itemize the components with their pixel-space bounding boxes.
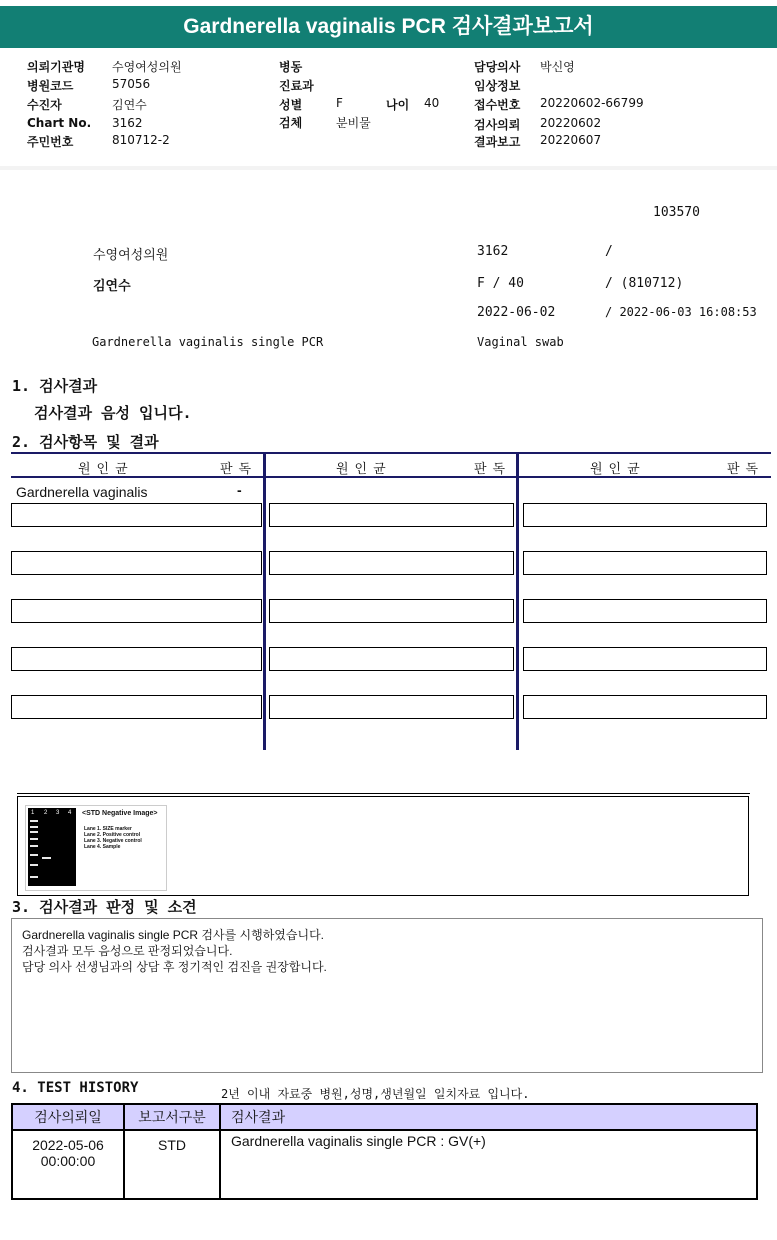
- comment-box: [11, 918, 763, 1073]
- marker-band: [30, 854, 38, 856]
- hospital-label: 의뢰기관명: [27, 60, 85, 74]
- hospital-code-label: 병원코드: [27, 79, 74, 93]
- item-judgement: -: [237, 482, 242, 498]
- result-row-box: [269, 551, 514, 575]
- history-type-cell: STD: [124, 1130, 220, 1199]
- marker-band: [30, 831, 38, 833]
- chart-value: 3162: [112, 116, 143, 130]
- result-row-box: [11, 599, 262, 623]
- gel-image-frame: [17, 796, 749, 896]
- history-header-row: [12, 1104, 757, 1130]
- marker-band: [30, 820, 38, 822]
- section4-title: 4. TEST HISTORY: [12, 1080, 139, 1096]
- result-row-box: [523, 551, 767, 575]
- gel-image: [25, 805, 167, 891]
- request-label: 검사의뢰: [474, 118, 521, 132]
- summary-slash: /: [605, 244, 613, 259]
- lane-number: 1: [31, 810, 35, 816]
- history-time: 00:00:00: [40, 1153, 96, 1169]
- positive-band: [42, 857, 51, 859]
- gel-electrophoresis-picture: [28, 808, 76, 886]
- result-row-box: [11, 695, 262, 719]
- receipt-value: 20220602-66799: [540, 96, 644, 110]
- result-row-box: [269, 599, 514, 623]
- marker-band: [30, 845, 38, 847]
- summary-date1: 2022-06-02: [477, 305, 556, 320]
- lane-number: 2: [44, 810, 48, 816]
- gel-top-rule: [17, 793, 750, 794]
- doctor-label: 담당의사: [474, 60, 521, 74]
- summary-test-name: Gardnerella vaginalis single PCR: [92, 335, 324, 349]
- history-date-cell: [12, 1130, 124, 1199]
- dept-label: 진료과: [279, 79, 314, 93]
- result-row-box: [269, 695, 514, 719]
- result-row-box: [523, 647, 767, 671]
- receipt-label: 접수번호: [474, 98, 521, 112]
- history-col-result: 검사결과: [220, 1104, 757, 1130]
- header-divider: [0, 166, 777, 170]
- col1-organism-header: 원인균: [78, 462, 134, 477]
- col2-organism-header: 원인균: [336, 462, 392, 477]
- gel-legend-item: Lane 3. Negative control: [84, 838, 142, 844]
- result-row-box: [11, 503, 262, 527]
- gel-legend-item: Lane 2. Positive control: [84, 832, 141, 838]
- specimen-label: 검체: [279, 116, 303, 130]
- marker-band: [30, 826, 38, 828]
- chart-label: Chart No.: [27, 116, 92, 130]
- section2-title: 2. 검사항목 및 결과: [12, 433, 159, 451]
- col1-judgement-header: 판독: [220, 462, 258, 477]
- age-value: 40: [424, 96, 440, 110]
- lane-number: 3: [56, 810, 60, 816]
- result-row-box: [523, 599, 767, 623]
- result-date-value: 20220607: [540, 133, 602, 147]
- col2-judgement-header: 판독: [474, 462, 512, 477]
- history-date: 2022-05-06: [32, 1137, 104, 1153]
- summary-date2: / 2022-06-03 16:08:53: [605, 305, 757, 319]
- summary-code: 103570: [653, 205, 700, 220]
- summary-sex-age: F / 40: [477, 276, 524, 291]
- request-value: 20220602: [540, 116, 602, 130]
- table-row: [12, 1130, 757, 1199]
- history-col-date: 검사의뢰일: [12, 1104, 124, 1130]
- comment-line: 담당 의사 선생님과의 상담 후 정기적인 검진을 권장합니다.: [22, 960, 327, 974]
- marker-band: [30, 838, 38, 840]
- column-divider-1: [263, 454, 266, 750]
- result-date-label: 결과보고: [474, 135, 521, 149]
- result-row-box: [269, 647, 514, 671]
- hospital-code-value: 57056: [112, 77, 151, 91]
- section1-title: 1. 검사결과: [12, 377, 98, 395]
- sex-value: F: [336, 96, 343, 110]
- summary-patient: 김연수: [93, 279, 131, 294]
- col3-organism-header: 원인균: [590, 462, 646, 477]
- comment-line: Gardnerella vaginalis single PCR 검사를 시행하였습니다.: [22, 928, 325, 942]
- history-note: 2년 이내 자료중 병원,성명,생년월일 일치자료 입니다.: [221, 1087, 530, 1101]
- history-result-cell: Gardnerella vaginalis single PCR : GV(+): [220, 1130, 757, 1199]
- gel-legend: [84, 826, 142, 850]
- result-row-box: [523, 503, 767, 527]
- marker-band: [30, 864, 38, 866]
- hospital-value: 수영여성의원: [112, 60, 182, 74]
- result-row-box: [523, 695, 767, 719]
- marker-band: [30, 876, 38, 878]
- comment-line: 검사결과 모두 음성으로 판정되었습니다.: [22, 944, 233, 958]
- rrn-label: 주민번호: [27, 135, 74, 149]
- summary-hospital: 수영여성의원: [93, 248, 169, 263]
- col3-judgement-header: 판독: [727, 462, 765, 477]
- section1-result: 검사결과 음성 입니다.: [34, 404, 192, 422]
- patient-value: 김연수: [112, 98, 147, 112]
- result-row-box: [269, 503, 514, 527]
- result-row-box: [11, 551, 262, 575]
- patient-label: 수진자: [27, 98, 62, 112]
- specimen-value: 분비물: [336, 116, 371, 130]
- rrn-value: 810712-2: [112, 133, 170, 147]
- summary-birth: / (810712): [605, 276, 684, 291]
- table-top-rule: [11, 452, 771, 454]
- summary-chart: 3162: [477, 244, 509, 259]
- sex-label: 성별: [279, 98, 303, 112]
- gel-image-title: <STD Negative Image>: [82, 810, 158, 817]
- ward-label: 병동: [279, 60, 303, 74]
- gel-legend-item: Lane 1. SIZE marker: [84, 826, 132, 832]
- section3-title: 3. 검사결과 판정 및 소견: [12, 898, 197, 916]
- column-divider-2: [516, 454, 519, 750]
- doctor-value: 박신영: [540, 60, 575, 74]
- age-label: 나이: [386, 98, 410, 112]
- gel-legend-item: Lane 4. Sample: [84, 844, 121, 850]
- report-title: Gardnerella vaginalis PCR 검사결과보고서: [0, 6, 777, 48]
- lane-number: 4: [68, 810, 72, 816]
- history-col-type: 보고서구분: [124, 1104, 220, 1130]
- clinical-label: 임상정보: [474, 79, 521, 93]
- result-row-box: [11, 647, 262, 671]
- item-organism-name: Gardnerella vaginalis: [16, 484, 148, 500]
- summary-sample: Vaginal swab: [477, 335, 564, 349]
- history-table: [11, 1103, 758, 1200]
